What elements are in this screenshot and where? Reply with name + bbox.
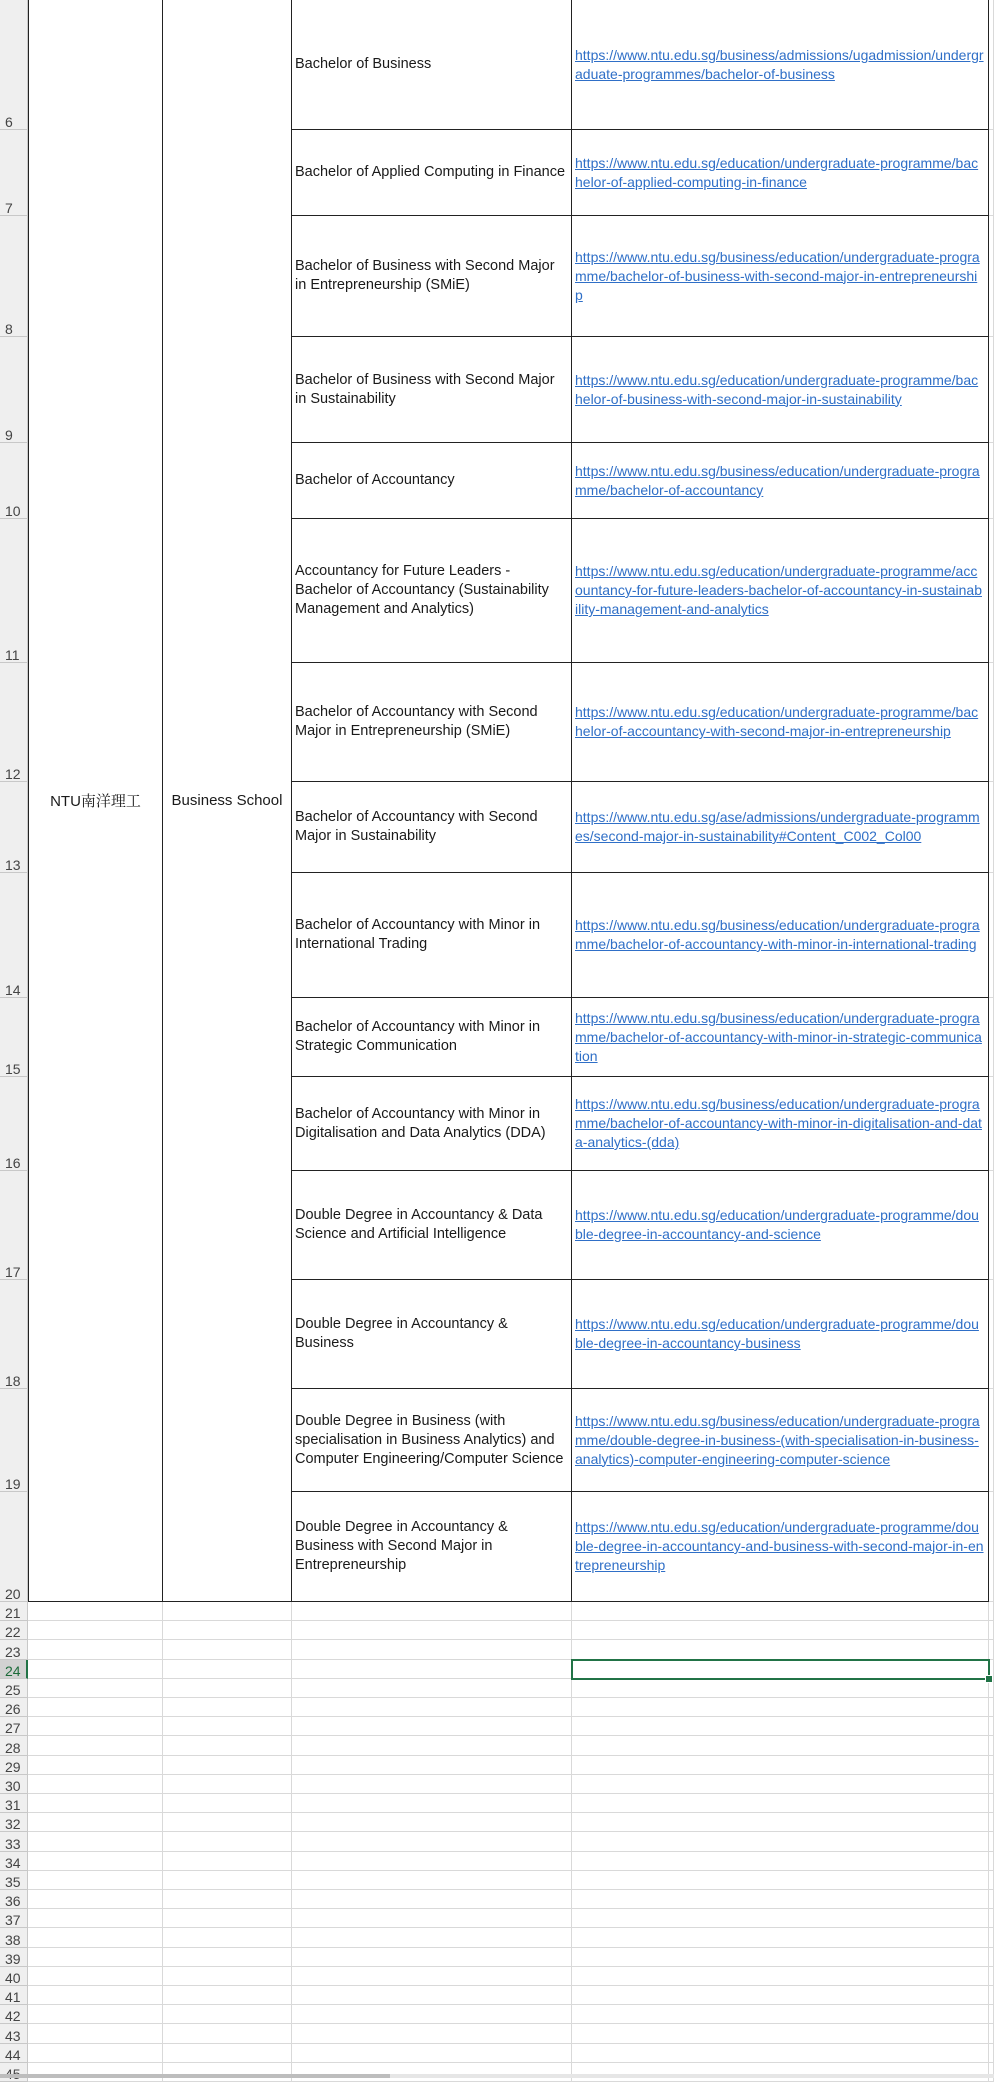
empty-cell[interactable] — [989, 1986, 994, 2005]
empty-cell[interactable] — [989, 1890, 994, 1909]
row-header[interactable]: 14 — [0, 873, 28, 998]
empty-cell[interactable] — [292, 1756, 572, 1775]
empty-cell[interactable] — [572, 1967, 989, 1986]
university-merged-cell[interactable] — [28, 0, 163, 1602]
row-header[interactable]: 20 — [0, 1492, 28, 1602]
empty-cell[interactable] — [989, 2024, 994, 2043]
empty-cell[interactable] — [989, 1492, 994, 1602]
program-url-link[interactable]: https://www.ntu.edu.sg/business/admissions/ugadmission/undergraduate-programmes/bachelor-of-business — [575, 46, 984, 82]
program-name: Double Degree in Accountancy & Business — [295, 1316, 508, 1351]
empty-cell[interactable] — [572, 1852, 989, 1871]
program-url-link[interactable]: https://www.ntu.edu.sg/education/undergraduate-programme/double-degree-in-accountancy-and-business-with-second-major-in-entrepreneurship — [575, 1519, 984, 1573]
program-url-cell[interactable] — [572, 1280, 989, 1389]
program-name-cell[interactable] — [292, 1389, 572, 1492]
row-header[interactable]: 41 — [0, 1986, 28, 2005]
empty-cell[interactable] — [989, 1909, 994, 1928]
row-header[interactable]: 33 — [0, 1832, 28, 1851]
empty-cell[interactable] — [989, 998, 994, 1077]
program-name-cell[interactable] — [292, 443, 572, 519]
empty-cell[interactable] — [28, 1660, 163, 1679]
empty-cell[interactable] — [163, 2005, 292, 2024]
empty-cell[interactable] — [989, 1077, 994, 1171]
row-header[interactable]: 39 — [0, 1948, 28, 1967]
empty-cell[interactable] — [572, 1640, 989, 1659]
empty-cell[interactable] — [989, 873, 994, 998]
empty-cell[interactable] — [989, 1813, 994, 1832]
empty-cell[interactable] — [163, 1948, 292, 1967]
empty-cell[interactable] — [163, 1717, 292, 1736]
row-header[interactable]: 18 — [0, 1280, 28, 1389]
empty-cell[interactable] — [989, 1794, 994, 1813]
program-name: Bachelor of Accountancy with Minor in International Trading — [295, 917, 541, 952]
program-name: Bachelor of Accountancy — [295, 472, 455, 488]
program-url-link[interactable]: https://www.ntu.edu.sg/business/education/undergraduate-programme/bachelor-of-business-with-second-major-in-entrepreneurship — [575, 248, 980, 303]
program-name-cell[interactable] — [292, 519, 572, 663]
empty-cell[interactable] — [989, 1280, 994, 1389]
empty-cell[interactable] — [163, 1698, 292, 1717]
empty-cell[interactable] — [292, 1967, 572, 1986]
empty-cell[interactable] — [572, 1679, 989, 1698]
empty-cell[interactable] — [163, 1986, 292, 2005]
empty-cell[interactable] — [163, 1813, 292, 1832]
row-header[interactable]: 21 — [0, 1602, 28, 1621]
row-header[interactable]: 36 — [0, 1890, 28, 1909]
empty-cell[interactable] — [292, 1986, 572, 2005]
row-header[interactable]: 31 — [0, 1794, 28, 1813]
empty-cell[interactable] — [572, 2024, 989, 2043]
empty-cell[interactable] — [292, 1852, 572, 1871]
empty-cell[interactable] — [292, 2024, 572, 2043]
empty-cell[interactable] — [292, 1909, 572, 1928]
row-header[interactable]: 7 — [0, 130, 28, 216]
program-name-cell[interactable] — [292, 337, 572, 443]
program-name: Double Degree in Accountancy & Business with Second Major in Entrepreneurship — [295, 1519, 508, 1573]
program-url-cell[interactable] — [572, 0, 989, 130]
row-header[interactable]: 24 — [0, 1660, 28, 1679]
empty-cell[interactable] — [28, 1909, 163, 1928]
row-header[interactable]: 23 — [0, 1640, 28, 1659]
empty-cell[interactable] — [163, 1832, 292, 1851]
program-name: Bachelor of Accountancy with Minor in Strategic Communication — [295, 1019, 541, 1054]
empty-cell[interactable] — [163, 1602, 292, 1621]
empty-cell[interactable] — [989, 443, 994, 519]
empty-cell[interactable] — [163, 1890, 292, 1909]
empty-cell[interactable] — [163, 1621, 292, 1640]
program-name-cell[interactable] — [292, 663, 572, 782]
empty-cell[interactable] — [292, 1871, 572, 1890]
empty-cell[interactable] — [989, 1928, 994, 1947]
program-name-cell[interactable] — [292, 0, 572, 130]
school-merged-cell[interactable] — [163, 0, 292, 1602]
empty-cell[interactable] — [989, 663, 994, 782]
empty-cell[interactable] — [989, 2005, 994, 2024]
empty-cell[interactable] — [989, 519, 994, 663]
empty-cell[interactable] — [292, 1928, 572, 1947]
empty-cell[interactable] — [163, 2044, 292, 2063]
empty-cell[interactable] — [28, 1928, 163, 1947]
scrollbar-thumb[interactable] — [0, 2074, 390, 2078]
program-name: Bachelor of Accountancy with Second Major in Sustainability — [295, 809, 538, 844]
empty-cell[interactable] — [572, 1794, 989, 1813]
empty-cell[interactable] — [989, 1736, 994, 1755]
row-header[interactable]: 13 — [0, 782, 28, 873]
program-url-link[interactable]: https://www.ntu.edu.sg/business/education/undergraduate-programme/bachelor-of-accountancy — [575, 462, 980, 498]
program-name: Double Degree in Business (with specialisation in Business Analytics) and Computer Engineering/Computer Science — [295, 1412, 564, 1467]
empty-cell[interactable] — [292, 1602, 572, 1621]
row-header[interactable]: 16 — [0, 1077, 28, 1171]
fill-handle[interactable] — [985, 1675, 993, 1683]
empty-cell[interactable] — [292, 1890, 572, 1909]
empty-cell[interactable] — [28, 2063, 163, 2082]
empty-cell[interactable] — [292, 2063, 572, 2082]
empty-cell[interactable] — [572, 1602, 989, 1621]
empty-cell[interactable] — [163, 1871, 292, 1890]
empty-cell[interactable] — [572, 2063, 989, 2082]
empty-cell[interactable] — [28, 2024, 163, 2043]
row-header[interactable]: 6 — [0, 0, 28, 130]
empty-cell[interactable] — [292, 1679, 572, 1698]
program-url-cell[interactable] — [572, 998, 989, 1077]
program-url-cell[interactable] — [572, 519, 989, 663]
program-name-cell[interactable] — [292, 216, 572, 337]
program-url-cell[interactable] — [572, 1171, 989, 1280]
empty-cell[interactable] — [572, 1948, 989, 1967]
empty-cell[interactable] — [28, 1813, 163, 1832]
row-header[interactable]: 11 — [0, 519, 28, 663]
program-url-cell[interactable] — [572, 216, 989, 337]
empty-cell[interactable] — [163, 1967, 292, 1986]
empty-cell[interactable] — [989, 216, 994, 337]
empty-cell[interactable] — [292, 1813, 572, 1832]
empty-cell[interactable] — [989, 1602, 994, 1621]
empty-cell[interactable] — [572, 1813, 989, 1832]
program-name-cell[interactable] — [292, 873, 572, 998]
empty-cell[interactable] — [989, 1871, 994, 1890]
empty-cell[interactable] — [572, 2044, 989, 2063]
program-url-cell[interactable] — [572, 873, 989, 998]
program-name-cell[interactable] — [292, 130, 572, 216]
empty-cell[interactable] — [989, 1171, 994, 1280]
empty-cell[interactable] — [28, 1948, 163, 1967]
row-header[interactable]: 8 — [0, 216, 28, 337]
program-name: Bachelor of Business with Second Major in Entrepreneurship (SMiE) — [295, 258, 555, 293]
row-header[interactable]: 44 — [0, 2044, 28, 2063]
program-name-cell[interactable] — [292, 1171, 572, 1280]
program-url-cell[interactable] — [572, 1077, 989, 1171]
empty-cell[interactable] — [28, 1679, 163, 1698]
empty-cell[interactable] — [989, 1948, 994, 1967]
empty-cell[interactable] — [28, 1736, 163, 1755]
row-header[interactable]: 30 — [0, 1775, 28, 1794]
program-url-link[interactable]: https://www.ntu.edu.sg/ase/admissions/undergraduate-programmes/second-major-in-sustainability#Content_C002_Col00 — [575, 809, 980, 844]
empty-cell[interactable] — [989, 1775, 994, 1794]
empty-cell[interactable] — [572, 1717, 989, 1736]
empty-cell[interactable] — [572, 1986, 989, 2005]
program-name: Double Degree in Accountancy & Data Science and Artificial Intelligence — [295, 1207, 543, 1242]
empty-cell[interactable] — [163, 1794, 292, 1813]
empty-cell[interactable] — [989, 1621, 994, 1640]
program-url-link[interactable]: https://www.ntu.edu.sg/education/undergraduate-programme/bachelor-of-applied-computing-in-finance — [575, 154, 979, 190]
empty-cell[interactable] — [28, 1794, 163, 1813]
program-name: Bachelor of Business with Second Major in Sustainability — [295, 371, 555, 407]
empty-cell[interactable] — [163, 2063, 292, 2082]
row-header[interactable]: 12 — [0, 663, 28, 782]
empty-cell[interactable] — [572, 1890, 989, 1909]
empty-cell[interactable] — [163, 1660, 292, 1679]
empty-cell[interactable] — [163, 1756, 292, 1775]
horizontal-scrollbar[interactable] — [0, 2074, 994, 2078]
empty-cell[interactable] — [989, 1640, 994, 1659]
program-name-cell[interactable] — [292, 782, 572, 873]
row-header[interactable] — [0, 2063, 28, 2082]
program-name: Bachelor of Accountancy with Second Major in Entrepreneurship (SMiE) — [295, 704, 538, 739]
program-url-cell[interactable] — [572, 337, 989, 443]
row-header[interactable]: 42 — [0, 2005, 28, 2024]
program-url-link[interactable]: https://www.ntu.edu.sg/education/undergraduate-programme/bachelor-of-business-with-second-major-in-sustainability — [575, 371, 979, 407]
row-header[interactable]: 27 — [0, 1717, 28, 1736]
empty-cell[interactable] — [989, 130, 994, 216]
university-label: NTU南洋理工 — [50, 793, 141, 810]
row-header[interactable]: 32 — [0, 1813, 28, 1832]
program-name-cell[interactable] — [292, 1492, 572, 1602]
empty-cell[interactable] — [989, 1967, 994, 1986]
program-name-cell[interactable] — [292, 1077, 572, 1171]
empty-cell[interactable] — [292, 1832, 572, 1851]
empty-cell[interactable] — [572, 2005, 989, 2024]
empty-cell[interactable] — [28, 1986, 163, 2005]
empty-cell[interactable] — [292, 2044, 572, 2063]
empty-cell[interactable] — [28, 1717, 163, 1736]
empty-cell[interactable] — [28, 1698, 163, 1717]
row-header[interactable]: 10 — [0, 443, 28, 519]
row-header[interactable]: 35 — [0, 1871, 28, 1890]
empty-cell[interactable] — [989, 1852, 994, 1871]
empty-cell[interactable] — [292, 1621, 572, 1640]
empty-cell[interactable] — [989, 1698, 994, 1717]
empty-cell[interactable] — [572, 1775, 989, 1794]
empty-cell[interactable] — [292, 2005, 572, 2024]
row-header[interactable]: 19 — [0, 1389, 28, 1492]
empty-cell[interactable] — [163, 1679, 292, 1698]
empty-cell[interactable] — [572, 1871, 989, 1890]
empty-cell[interactable] — [292, 1948, 572, 1967]
empty-cell[interactable] — [163, 1640, 292, 1659]
program-url-cell[interactable] — [572, 663, 989, 782]
empty-cell[interactable] — [28, 1890, 163, 1909]
empty-cell[interactable] — [292, 1640, 572, 1659]
empty-cell[interactable] — [28, 1621, 163, 1640]
program-name-cell[interactable] — [292, 998, 572, 1077]
program-url-link[interactable]: https://www.ntu.edu.sg/education/undergraduate-programme/accountancy-for-future-leaders-bachelor-of-accountancy-in-sustainability-management-and-analytics — [575, 563, 982, 617]
empty-cell[interactable] — [28, 2044, 163, 2063]
row-header[interactable]: 34 — [0, 1852, 28, 1871]
program-url-link[interactable]: https://www.ntu.edu.sg/business/education/undergraduate-programme/bachelor-of-accountancy-with-minor-in-strategic-communication — [575, 1009, 982, 1064]
empty-cell[interactable] — [163, 1736, 292, 1755]
empty-cell[interactable] — [163, 1909, 292, 1928]
empty-cell[interactable] — [28, 1775, 163, 1794]
row-header[interactable]: 28 — [0, 1736, 28, 1755]
empty-cell[interactable] — [989, 0, 994, 130]
empty-cell[interactable] — [989, 1756, 994, 1775]
empty-cell[interactable] — [28, 1852, 163, 1871]
empty-cell[interactable] — [572, 1928, 989, 1947]
row-header[interactable]: 40 — [0, 1967, 28, 1986]
empty-cell[interactable] — [292, 1698, 572, 1717]
program-url-cell[interactable] — [572, 443, 989, 519]
program-url-cell[interactable] — [572, 782, 989, 873]
empty-cell[interactable] — [989, 2063, 994, 2082]
empty-cell[interactable] — [572, 1736, 989, 1755]
program-url-cell[interactable] — [572, 1389, 989, 1492]
program-name: Accountancy for Future Leaders - Bachelor of Accountancy (Sustainability Management and Analytics) — [295, 563, 549, 617]
program-url-link[interactable]: https://www.ntu.edu.sg/education/undergraduate-programme/double-degree-in-accountancy-and-science — [575, 1207, 979, 1242]
empty-cell[interactable] — [28, 1640, 163, 1659]
empty-cell[interactable] — [989, 1832, 994, 1851]
empty-cell[interactable] — [292, 1717, 572, 1736]
empty-cell[interactable] — [28, 1756, 163, 1775]
row-header[interactable]: 9 — [0, 337, 28, 443]
empty-cell[interactable] — [28, 2005, 163, 2024]
empty-cell[interactable] — [28, 1832, 163, 1851]
empty-cell[interactable] — [572, 1756, 989, 1775]
row-header[interactable]: 25 — [0, 1679, 28, 1698]
program-url-link[interactable]: https://www.ntu.edu.sg/business/education/undergraduate-programme/double-degree-in-business-(with-specialisation-in-business-analytics)-computer-engineering-computer-science — [575, 1412, 980, 1467]
empty-cell[interactable] — [292, 1775, 572, 1794]
empty-cell[interactable] — [163, 1928, 292, 1947]
empty-cell[interactable] — [989, 337, 994, 443]
row-header[interactable]: 15 — [0, 998, 28, 1077]
empty-cell[interactable] — [163, 2024, 292, 2043]
empty-cell[interactable] — [292, 1660, 572, 1679]
program-url-cell[interactable] — [572, 130, 989, 216]
empty-cell[interactable] — [163, 1852, 292, 1871]
empty-cell[interactable] — [989, 782, 994, 873]
empty-cell[interactable] — [989, 1717, 994, 1736]
empty-cell[interactable] — [572, 1621, 989, 1640]
empty-cell[interactable] — [572, 1909, 989, 1928]
row-header[interactable]: 29 — [0, 1756, 28, 1775]
row-header[interactable]: 37 — [0, 1909, 28, 1928]
school-label: Business School — [171, 792, 283, 809]
empty-cell[interactable] — [989, 1389, 994, 1492]
empty-cell[interactable] — [163, 1775, 292, 1794]
row-header[interactable]: 17 — [0, 1171, 28, 1280]
program-name-cell[interactable] — [292, 1280, 572, 1389]
empty-cell[interactable] — [292, 1794, 572, 1813]
empty-cell[interactable] — [572, 1660, 989, 1679]
empty-cell[interactable] — [292, 1736, 572, 1755]
program-name: Bachelor of Accountancy with Minor in Digitalisation and Data Analytics (DDA) — [295, 1105, 546, 1141]
empty-cell[interactable] — [28, 1871, 163, 1890]
program-url-link[interactable]: https://www.ntu.edu.sg/education/undergraduate-programme/double-degree-in-accountancy-business — [575, 1316, 979, 1351]
row-header[interactable]: 26 — [0, 1698, 28, 1717]
empty-cell[interactable] — [572, 1832, 989, 1851]
program-url-link[interactable]: https://www.ntu.edu.sg/business/education/undergraduate-programme/bachelor-of-accountancy-with-minor-in-digitalisation-and-data-analytics-(dda) — [575, 1096, 982, 1150]
empty-cell[interactable] — [572, 1698, 989, 1717]
row-header[interactable]: 43 — [0, 2024, 28, 2043]
empty-cell[interactable] — [28, 1602, 163, 1621]
program-url-cell[interactable] — [572, 1492, 989, 1602]
program-url-link[interactable]: https://www.ntu.edu.sg/business/education/undergraduate-programme/bachelor-of-accountancy-with-minor-in-international-trading — [575, 917, 980, 952]
row-header[interactable]: 38 — [0, 1928, 28, 1947]
program-url-link[interactable]: https://www.ntu.edu.sg/education/undergraduate-programme/bachelor-of-accountancy-with-second-major-in-entrepreneurship — [575, 704, 979, 739]
empty-cell[interactable] — [989, 2044, 994, 2063]
empty-cell[interactable] — [28, 1967, 163, 1986]
program-name: Bachelor of Applied Computing in Finance — [295, 164, 566, 180]
program-name: Bachelor of Business — [295, 56, 432, 72]
row-header[interactable]: 22 — [0, 1621, 28, 1640]
